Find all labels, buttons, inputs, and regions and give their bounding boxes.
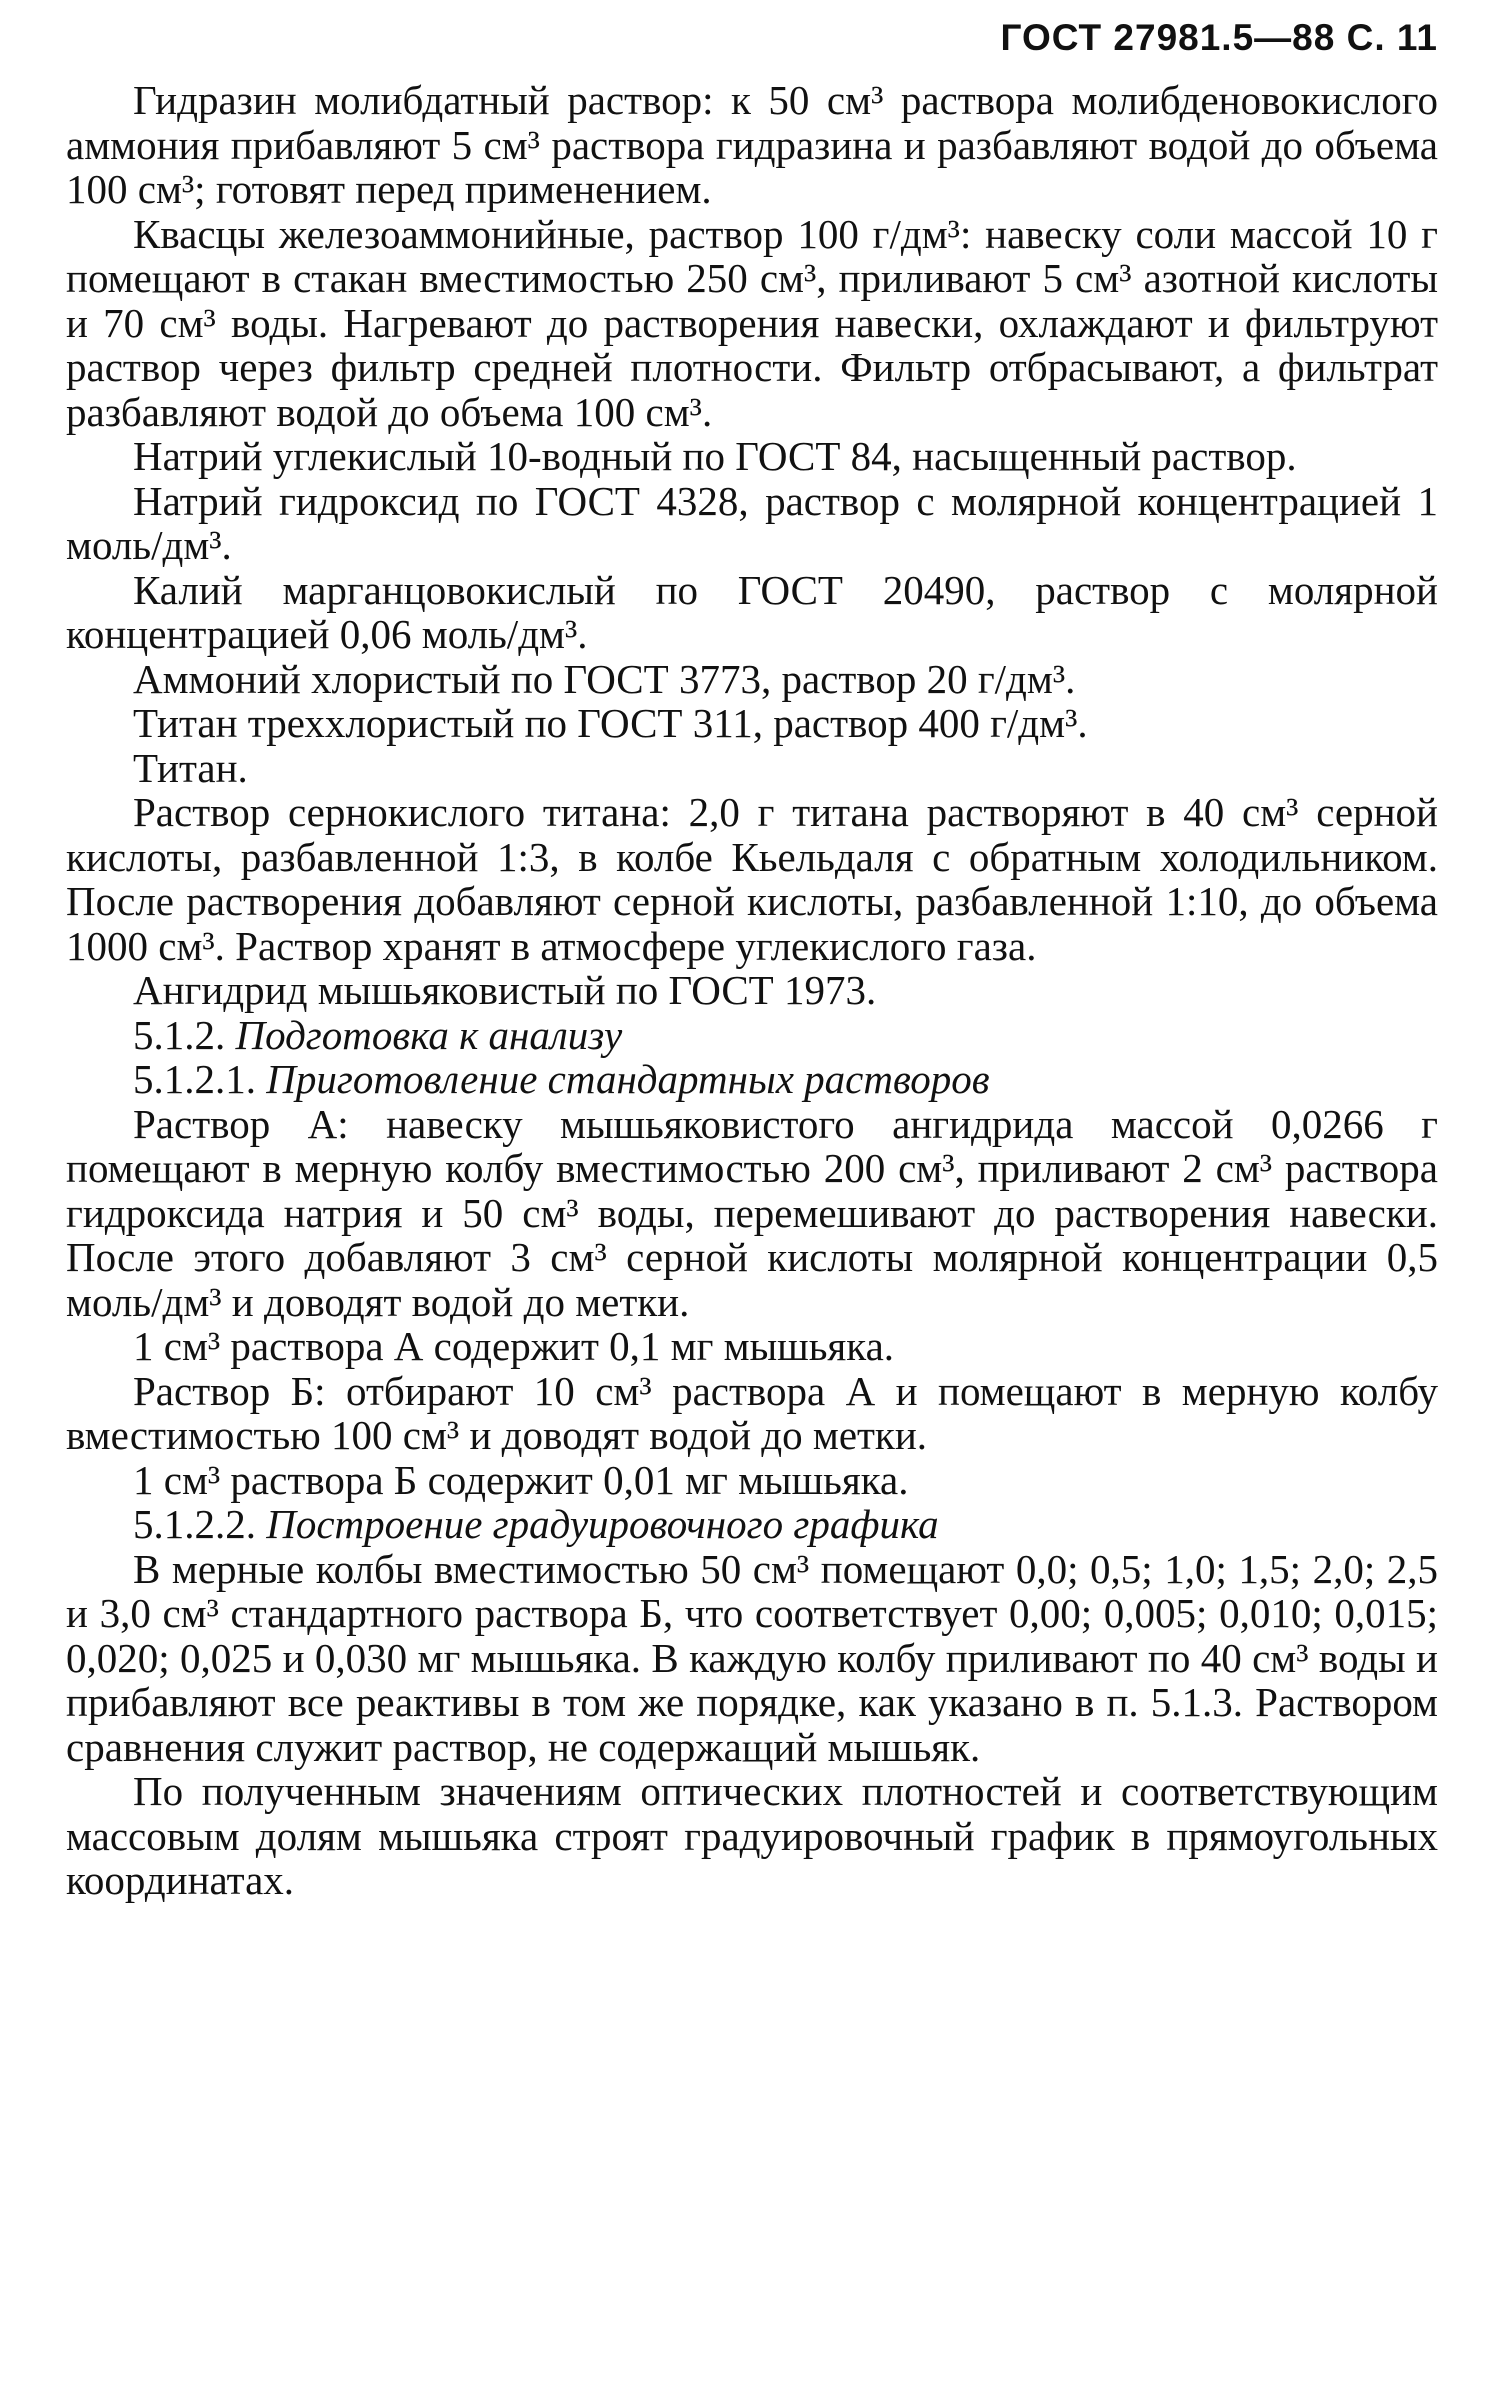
paragraph-hydrazine-molybdate: Гидразин молибдатный раствор: к 50 см³ раствора молибденовокислого аммония прибавляют 5 см³ раствора гидразина и разбавляют водой до объема 100 см³; готовят перед применением. [66,77,1438,212]
section-heading-5-1-2-2 [66,1502,1438,1547]
paragraph-solution-a: Раствор А: навеску мышьяковистого ангидрида массой 0,0266 г помещают в мерную колбу вместимостью 200 см³, приливают 2 см³ раствора гидроксида натрия и 50 см³ воды, перемешивают до растворения навески. После этого добавляют 3 см³ серной кислоты молярной концентрации 0,5 моль/дм³ и доводят водой до метки. [66,1100,1438,1325]
paragraph-sodium-carbonate: Натрий углекислый 10-водный по ГОСТ 84, насыщенный раствор. [133,433,1297,479]
section-number: 5.1.2.1. [133,1056,256,1102]
paragraph-iron-ammonium-alum: Квасцы железоаммонийные, раствор 100 г/дм³: навеску соли массой 10 г помещают в стакан вместимостью 250 см³, приливают 5 см³ азотной кислоты и 70 см³ воды. Нагревают до растворения навески, охлаждают и фильтруют раствор через фильтр средней плотности. Фильтр отбрасывают, а фильтрат разбавляют водой до объема 100 см³. [66,210,1438,435]
section-title: Приготовление стандартных растворов [266,1056,990,1102]
paragraph-calibration-graph: По полученным значениям оптических плотностей и соответствующим массовым долям мышьяка строят градуировочный график в прямоугольных координатах. [66,1768,1438,1903]
document-page [66,14,1438,1903]
paragraph-calibration-flasks: В мерные колбы вместимостью 50 см³ помещают 0,0; 0,5; 1,0; 1,5; 2,0; 2,5 и 3,0 см³ стандартного раствора Б, что соответствует 0,00; 0,005; 0,010; 0,015; 0,020; 0,025 и 0,030 мг мышьяка. В каждую колбу приливают по 40 см³ воды и прибавляют все реактивы в том же порядке, как указано в п. 5.1.3. Раствором сравнения служит раствор, не содержащий мышьяк. [66,1545,1438,1770]
paragraph-titanium: Титан. [133,744,248,791]
paragraph-titanium-sulfate-solution: Раствор сернокислого титана: 2,0 г титана растворяют в 40 см³ серной кислоты, разбавленной 1:3, в колбе Кьельдаля с обратным холодильником. После растворения добавляют серной кислоты, разбавленной 1:10, до объема 1000 см³. Раствор хранят в атмосфере углекислого газа. [66,789,1438,969]
paragraph-solution-a-content: 1 см³ раствора А содержит 0,1 мг мышьяка. [133,1323,895,1369]
running-header: ГОСТ 27981.5—88 С. 11 [1000,17,1438,58]
paragraph-arsenic-anhydride: Ангидрид мышьяковистый по ГОСТ 1973. [133,967,877,1013]
section-title: Подготовка к анализу [235,1011,623,1058]
section-number: 5.1.2. [133,1011,226,1058]
paragraph-titanium-trichloride: Титан треххлористый по ГОСТ 311, раствор 400 г/дм³. [133,700,1088,746]
paragraph-sodium-hydroxide: Натрий гидроксид по ГОСТ 4328, раствор с молярной концентрацией 1 моль/дм³. [66,477,1438,568]
section-title: Построение градуировочного графика [266,1501,939,1547]
paragraph-potassium-permanganate: Калий марганцовокислый по ГОСТ 20490, раствор с молярной концентрацией 0,06 моль/дм³. [66,566,1438,657]
paragraph-ammonium-chloride: Аммоний хлористый по ГОСТ 3773, раствор 20 г/дм³. [133,655,1076,702]
document-body [66,78,1438,1903]
section-heading-5-1-2-1 [66,1057,1438,1102]
section-number: 5.1.2.2. [133,1501,256,1547]
paragraph-solution-b-content: 1 см³ раствора Б содержит 0,01 мг мышьяка. [133,1456,909,1503]
section-heading-5-1-2 [66,1013,1438,1058]
paragraph-solution-b: Раствор Б: отбирают 10 см³ раствора А и помещают в мерную колбу вместимостью 100 см³ и доводят водой до метки. [66,1367,1438,1458]
